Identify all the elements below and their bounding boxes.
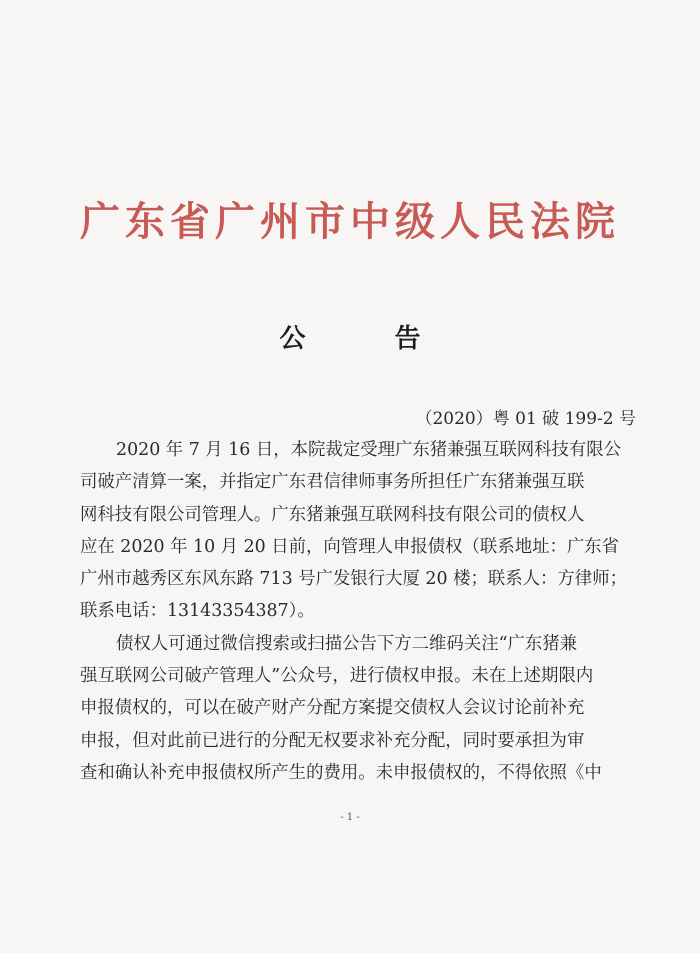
notice-title: 公 告 bbox=[279, 324, 461, 354]
case-number: （2020）粤 01 破 199-2 号 bbox=[415, 409, 636, 429]
paragraph-1-line: 联系电话：13143354387）。 bbox=[80, 601, 315, 622]
paragraph-1-line: 应在 2020 年 10 月 20 日前，向管理人申报债权（联系地址：广东省 bbox=[80, 536, 620, 557]
paragraph-1-line: 司破产清算一案，并指定广东君信律师事务所担任广东猪兼强互联 bbox=[80, 472, 585, 493]
court-name-heading: 广东省广州市中级人民法院 bbox=[80, 198, 620, 245]
page-number: - 1 - bbox=[340, 812, 360, 823]
paragraph-2-line: 查和确认补充申报债权所产生的费用。未申报债权的，不得依照《中 bbox=[80, 762, 602, 783]
paragraph-2-line: 申报，但对此前已进行的分配无权要求补充分配，同时要承担为审 bbox=[80, 730, 585, 751]
paragraph-2-line: 申报债权的，可以在破产财产分配方案提交债权人会议讨论前补充 bbox=[80, 698, 585, 719]
paragraph-2-line: 强互联网公司破产管理人”公众号，进行债权申报。未在上述期限内 bbox=[80, 666, 594, 687]
paragraph-1-line: 广州市越秀区东风东路 713 号广发银行大厦 20 楼；联系人：方律师； bbox=[80, 569, 627, 590]
notice-body bbox=[80, 434, 627, 789]
paragraph-1-line: 2020 年 7 月 16 日，本院裁定受理广东猪兼强互联网科技有限公 bbox=[116, 440, 622, 460]
paragraph-1-line: 网科技有限公司管理人。广东猪兼强互联网科技有限公司的债权人 bbox=[80, 504, 585, 525]
paragraph-2-line: 债权人可通过微信搜索或扫描公告下方二维码关注“广东猪兼 bbox=[116, 633, 578, 654]
